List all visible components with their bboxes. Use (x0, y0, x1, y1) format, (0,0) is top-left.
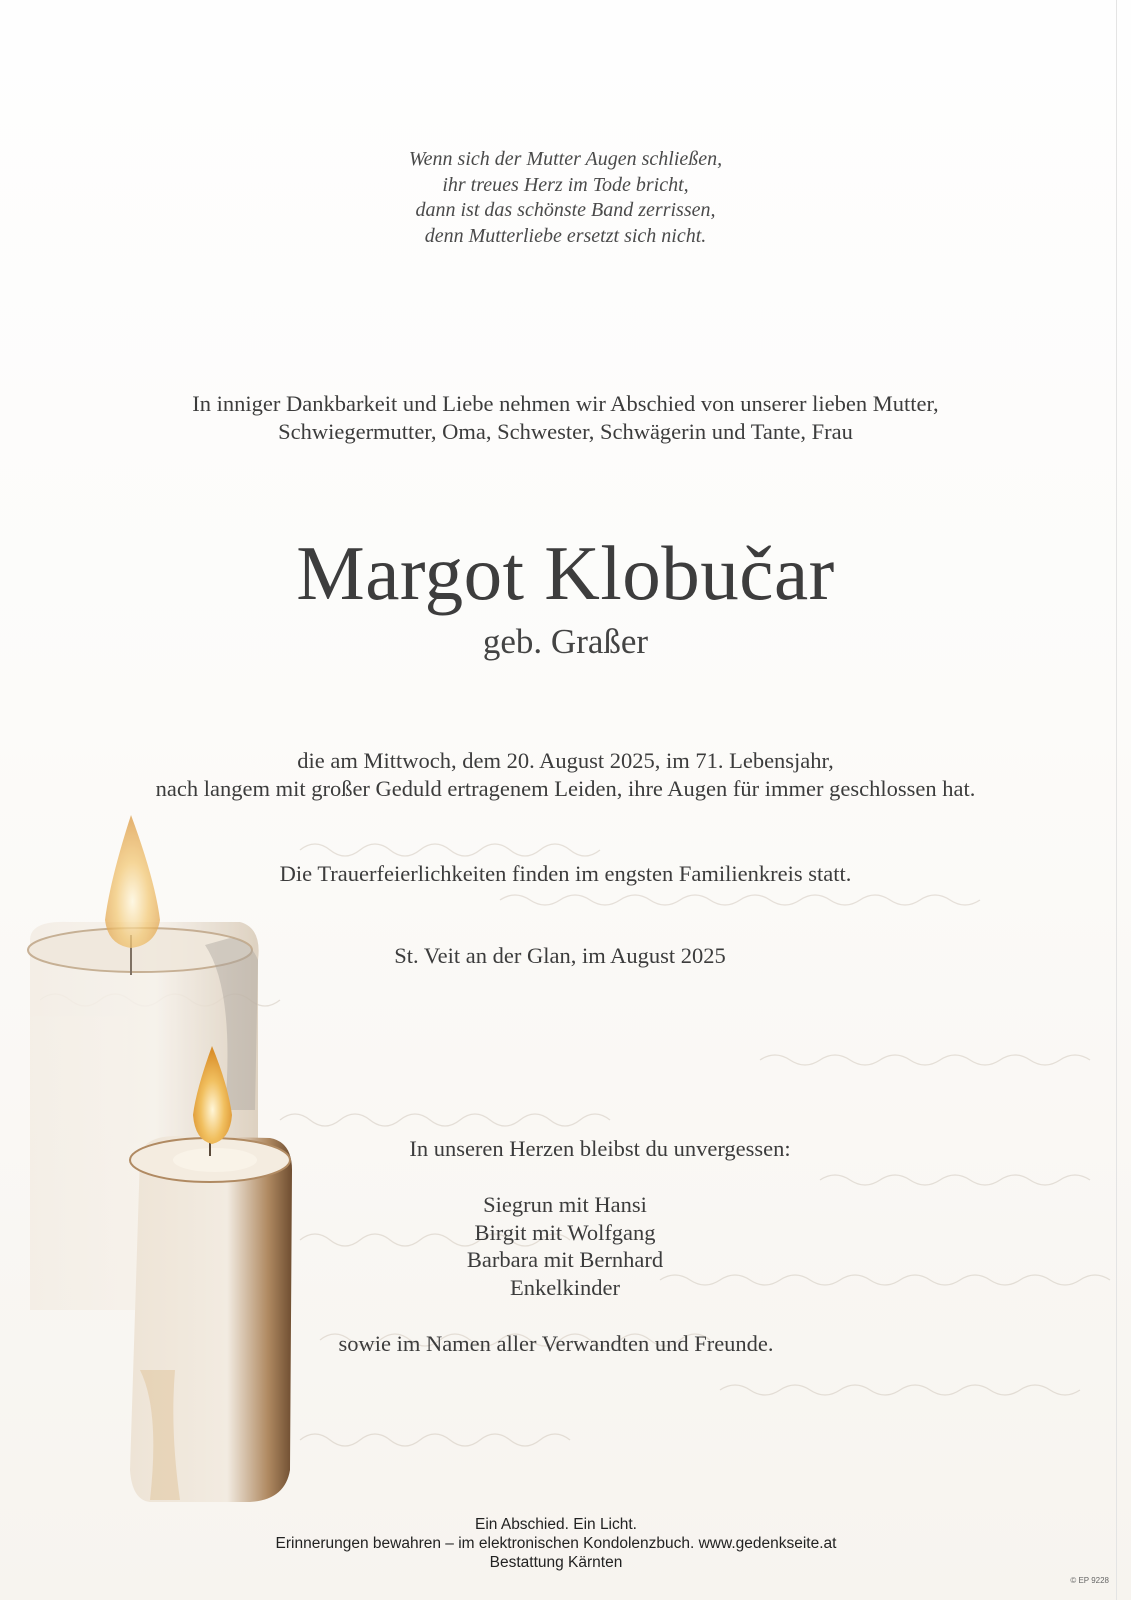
ceremony-note: Die Trauerfeierlichkeiten finden im engsten Familienkreis statt. (279, 861, 852, 886)
poem-line: Wenn sich der Mutter Augen schließen, (408, 148, 723, 170)
death-notice-line-2: nach langem mit großer Geduld ertragenem Leiden, ihre Augen für immer geschlossen hat. (155, 776, 976, 801)
deceased-name: Margot Klobučar (296, 530, 835, 616)
poem (0, 147, 1131, 249)
intro-line-2: Schwiegermutter, Oma, Schwester, Schwägerin und Tante, Frau (278, 419, 853, 444)
death-notice-line-1: die am Mittwoch, dem 20. August 2025, im 71. Lebensjahr, (297, 748, 834, 773)
mourner-name: Birgit mit Wolfgang (474, 1219, 656, 1245)
footer-line-2: Erinnerungen bewahren – im elektronischen Kondolenzbuch. www.gedenkseite.at (275, 1535, 837, 1552)
death-notice (0, 747, 1131, 803)
place-date-text: St. Veit an der Glan, im August 2025 (394, 943, 726, 968)
poem-line: dann ist das schönste Band zerrissen, (415, 199, 716, 221)
mourners-closing-text: sowie im Namen aller Verwandten und Freunde. (338, 1331, 774, 1356)
intro-line-1: In inniger Dankbarkeit und Liebe nehmen wir Abschied von unserer lieben Mutter, (192, 391, 939, 416)
poem-line: ihr treues Herz im Tode bricht, (442, 173, 689, 196)
birth-name: geb. Graßer (482, 622, 649, 661)
mourner-name: Siegrun mit Hansi (483, 1192, 647, 1217)
poem-line: denn Mutterliebe ersetzt sich nicht. (424, 224, 707, 247)
mourner-name: Enkelkinder (510, 1274, 620, 1300)
footer-line-1: Ein Abschied. Ein Licht. (475, 1516, 637, 1533)
document-code: © EP 9228 (1070, 1576, 1109, 1585)
mourners-heading-text: In unseren Herzen bleibst du unvergessen: (409, 1136, 791, 1161)
footer-line-3: Bestattung Kärnten (489, 1554, 623, 1571)
intro-text (0, 390, 1131, 446)
mourner-name: Barbara mit Bernhard (466, 1247, 664, 1272)
candles-illustration (0, 810, 320, 1530)
